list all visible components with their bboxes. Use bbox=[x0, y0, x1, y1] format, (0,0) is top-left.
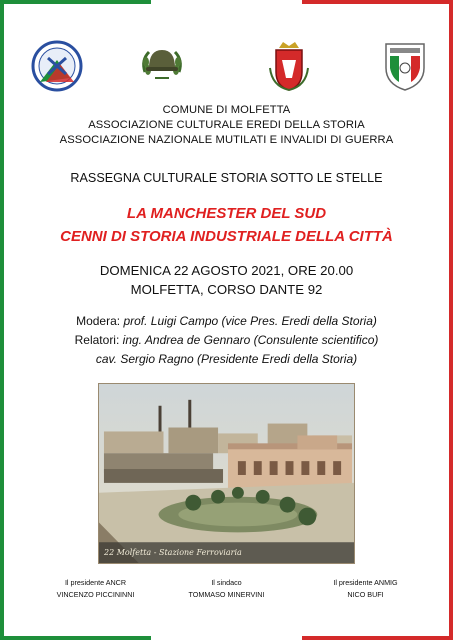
photo-caption: 22 Molfetta - Stazione Ferroviaria bbox=[104, 548, 242, 557]
event-series: RASSEGNA CULTURALE STORIA SOTTO LE STELLE bbox=[70, 171, 383, 185]
anmig-shield-icon bbox=[378, 38, 432, 94]
signature-name: TOMMASO MINERVINI bbox=[188, 590, 265, 599]
signature-role: Il presidente ANMIG bbox=[333, 578, 398, 587]
organizer-line: ASSOCIAZIONE NAZIONALE MUTILATI E INVALIDI DI GUERRA bbox=[59, 134, 394, 146]
speakers-line bbox=[0, 333, 453, 347]
speaker-name: cav. Sergio Ragno (Presidente Eredi della Storia) bbox=[95, 352, 358, 366]
event-title: LA MANCHESTER DEL SUD bbox=[126, 205, 327, 222]
speakers-label: Relatori: bbox=[74, 333, 120, 347]
speakers-line-2 bbox=[0, 352, 453, 366]
ancr-emblem-icon bbox=[30, 38, 84, 94]
moderator-line bbox=[0, 314, 453, 328]
signature-name: NICO BUFI bbox=[347, 590, 384, 599]
organizer-line: ASSOCIAZIONE CULTURALE EREDI DELLA STORIA bbox=[88, 119, 365, 131]
signature-block bbox=[151, 577, 302, 601]
event-datetime: DOMENICA 22 AGOSTO 2021, ORE 20.00 bbox=[99, 263, 354, 278]
event-venue: MOLFETTA, CORSO DANTE 92 bbox=[130, 282, 323, 297]
logo-row bbox=[30, 38, 423, 98]
organizer-line: COMUNE DI MOLFETTA bbox=[162, 104, 291, 116]
speaker-name: ing. Andrea de Gennaro (Consulente scientifico) bbox=[122, 333, 379, 347]
signature-role: Il presidente ANCR bbox=[64, 578, 127, 587]
station-postcard-image bbox=[98, 383, 355, 564]
event-subtitle: CENNI DI STORIA INDUSTRIALE DELLA CITTÀ bbox=[60, 228, 393, 245]
molfetta-crest-icon bbox=[262, 38, 316, 94]
moderator-name: prof. Luigi Campo (vice Pres. Eredi della Storia) bbox=[123, 314, 377, 328]
signature-role: Il sindaco bbox=[211, 578, 242, 587]
moderator-label: Modera: bbox=[76, 314, 121, 328]
helmet-laurel-icon bbox=[135, 38, 189, 94]
signature-block bbox=[290, 577, 441, 601]
signature-name: VINCENZO PICCININNI bbox=[56, 590, 135, 599]
signature-block bbox=[20, 577, 171, 601]
